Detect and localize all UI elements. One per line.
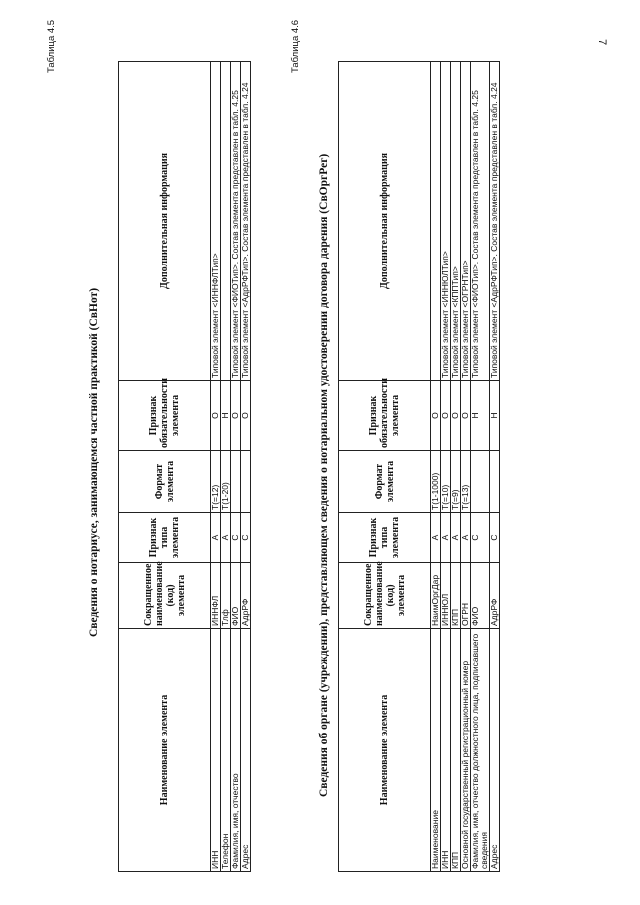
header-format: Формат элемента (119, 451, 211, 513)
cell-additional-info: Типовой элемент <АдрРФТип>. Состав элемента представлен в табл. 4.24 (241, 62, 251, 381)
cell-format: T(1-1000) (431, 451, 441, 513)
cell-short-name: КПП (451, 563, 461, 629)
table-row (490, 62, 500, 872)
cell-format (471, 451, 490, 513)
cell-additional-info (431, 62, 441, 381)
cell-type: А (461, 513, 471, 563)
cell-type: С (490, 513, 500, 563)
cell-type: А (221, 513, 231, 563)
cell-element-name: Телефон (221, 629, 231, 872)
cell-short-name: ИННФЛ (211, 563, 221, 629)
table-row (471, 62, 490, 872)
cell-format: T(1-20) (221, 451, 231, 513)
header-type: Признак типа элемента (119, 513, 211, 563)
cell-element-name: ИНН (211, 629, 221, 872)
cell-short-name: Тлф (221, 563, 231, 629)
cell-element-name: Адрес (490, 629, 500, 872)
cell-element-name: Адрес (241, 629, 251, 872)
cell-additional-info: Типовой элемент <ФИОТип>. Состав элемента представлен в табл. 4.25 (471, 62, 490, 381)
cell-short-name: ФИО (471, 563, 490, 629)
header-short-name: Сокращенное наименование (код) элемента (339, 563, 431, 629)
cell-element-name: Фамилия, имя, отчество должностного лица, подписавшего сведения (471, 629, 490, 872)
table-row (451, 62, 461, 872)
table-4-5-caption: Таблица 4.5 (46, 19, 57, 73)
table-4-6-title: Сведения об органе (учреждении), представляющем сведения о нотариальном удостоверении договора дарения (СвОргРег) (318, 153, 330, 797)
cell-format (231, 451, 241, 513)
header-short-name: Сокращенное наименование (код) элемента (119, 563, 211, 629)
cell-required: Н (221, 381, 231, 451)
cell-required: О (211, 381, 221, 451)
cell-short-name: ОГРН (461, 563, 471, 629)
cell-type: А (211, 513, 221, 563)
header-additional-info: Дополнительная информация (119, 62, 211, 381)
page-number: 7 (596, 38, 609, 46)
cell-required: О (231, 381, 241, 451)
cell-required: О (441, 381, 451, 451)
cell-required: О (451, 381, 461, 451)
cell-format (241, 451, 251, 513)
table-header-row (339, 62, 431, 872)
header-required: Признак обязательности элемента (339, 381, 431, 451)
table-row (441, 62, 451, 872)
cell-required: О (241, 381, 251, 451)
table-row (241, 62, 251, 872)
header-required: Признак обязательности элемента (119, 381, 211, 451)
cell-element-name: ИНН (441, 629, 451, 872)
cell-short-name: АдрРФ (490, 563, 500, 629)
cell-additional-info: Типовой элемент <АдрРФТип>. Состав элемента представлен в табл. 4.24 (490, 62, 500, 381)
header-type: Признак типа элемента (339, 513, 431, 563)
cell-required: О (461, 381, 471, 451)
cell-format: T(=9) (451, 451, 461, 513)
cell-element-name: КПП (451, 629, 461, 872)
table-row (431, 62, 441, 872)
cell-required: Н (490, 381, 500, 451)
cell-required: Н (471, 381, 490, 451)
cell-short-name: ИННЮЛ (441, 563, 451, 629)
cell-short-name: НаимОргДар (431, 563, 441, 629)
cell-type: А (431, 513, 441, 563)
cell-type: С (241, 513, 251, 563)
cell-additional-info: Типовой элемент <ИННЮЛТип> (441, 62, 451, 381)
table-row (461, 62, 471, 872)
header-additional-info: Дополнительная информация (339, 62, 431, 381)
cell-element-name: Фамилия, имя, отчество (231, 629, 241, 872)
table-header-row (119, 62, 211, 872)
cell-short-name: АдрРФ (241, 563, 251, 629)
cell-element-name: Наименование (431, 629, 441, 872)
table-row (221, 62, 231, 872)
cell-format: T(=13) (461, 451, 471, 513)
table-4-5 (118, 61, 251, 872)
table-4-5-title: Сведения о нотариусе, занимающемся частной практикой (СвНот) (88, 287, 100, 637)
cell-additional-info: Типовой элемент <ФИОТип>. Состав элемента представлен в табл. 4.25 (231, 62, 241, 381)
cell-format: T(=10) (441, 451, 451, 513)
header-element-name: Наименование элемента (119, 629, 211, 872)
table-4-6 (338, 61, 500, 872)
table-4-6-caption: Таблица 4.6 (290, 19, 301, 73)
cell-type: С (471, 513, 490, 563)
cell-type: А (441, 513, 451, 563)
cell-type: С (231, 513, 241, 563)
cell-additional-info: Типовой элемент <ОГРНТип> (461, 62, 471, 381)
cell-element-name: Основной государственный регистрационный номер (461, 629, 471, 872)
table-row (231, 62, 241, 872)
cell-additional-info: Типовой элемент <КППТип> (451, 62, 461, 381)
header-format: Формат элемента (339, 451, 431, 513)
table-row (211, 62, 221, 872)
cell-additional-info (221, 62, 231, 381)
cell-type: А (451, 513, 461, 563)
cell-additional-info: Типовой элемент <ИННФЛТип> (211, 62, 221, 381)
cell-short-name: ФИО (231, 563, 241, 629)
cell-required: О (431, 381, 441, 451)
cell-format: T(=12) (211, 451, 221, 513)
header-element-name: Наименование элемента (339, 629, 431, 872)
cell-format (490, 451, 500, 513)
